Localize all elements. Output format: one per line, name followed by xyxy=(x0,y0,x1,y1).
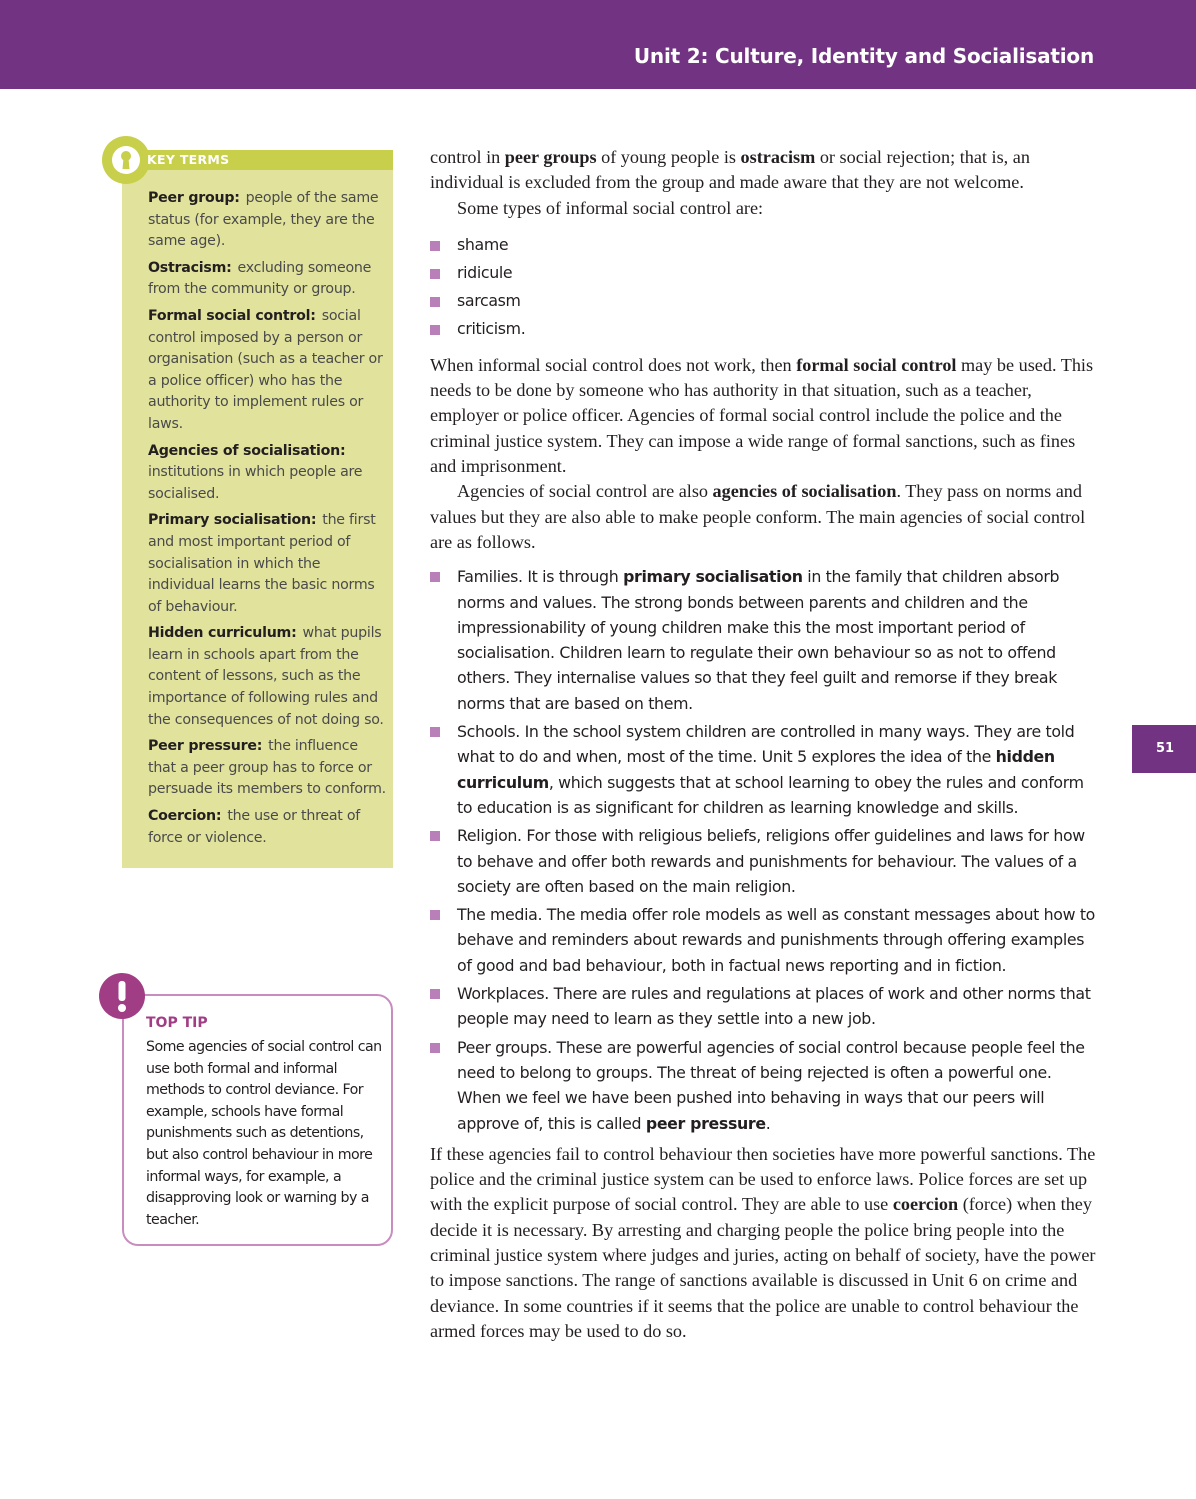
key-term: Ostracism: xyxy=(148,259,232,276)
key-term-entry xyxy=(148,510,386,618)
keyhole-icon xyxy=(102,136,150,184)
square-bullet-icon xyxy=(430,989,440,999)
key-term: Coercion: xyxy=(148,808,222,825)
body-paragraph: Some types of informal social control are: xyxy=(457,197,764,218)
key-term: Peer pressure: xyxy=(148,738,263,755)
key-term-entry xyxy=(148,188,386,253)
bold-term: primary socialisation xyxy=(623,567,803,587)
list-item-text: Workplaces. There are rules and regulations at places of work and other norms that people may need to learn as they settle into a new job. xyxy=(457,984,1091,1029)
square-bullet-icon xyxy=(430,297,440,307)
agencies-list xyxy=(430,564,1096,1136)
key-terms-list xyxy=(148,188,386,854)
bold-term: coercion xyxy=(892,1194,959,1215)
list-item xyxy=(430,719,1096,820)
text-run: . xyxy=(765,1113,771,1133)
list-item xyxy=(430,259,1096,287)
text-run: in the family that children absorb norms and values. The strong bonds between parents and children and the impressionability of young children make this the most important period of socialisation. Children learn to regulate their own behaviour so as not to offend others. They internalise values so that they feel guilt and remorse if they break norms that are based on them. xyxy=(457,567,1060,713)
key-term-entry xyxy=(148,441,386,506)
text-run: control in xyxy=(430,147,505,167)
key-terms-box xyxy=(122,150,393,868)
key-term: Peer group: xyxy=(148,190,240,206)
list-item xyxy=(430,564,1096,716)
key-term-definition: the influence that a peer group has to force or persuade its members to conform. xyxy=(148,738,386,798)
text-run: Agencies of social control are also xyxy=(457,481,713,502)
key-term-definition: people of the same status (for example, they are the same age). xyxy=(148,190,379,250)
key-term-definition: social control imposed by a person or organisation (such as a teacher or a police officer) who has the authority to implement rules or laws. xyxy=(148,307,383,432)
text-run: (force) when they decide it is necessary. By arresting and charging people the police bring people into the criminal justice system where judges and juries, acting on behalf of society, have the power to impose sanctions. The range of sanctions available is discussed in Unit 6 on crime and deviance. In some countries if it seems that the police are unable to control behaviour the armed forces may be used to do so. xyxy=(430,1194,1096,1341)
bold-term: ostracism xyxy=(740,147,816,167)
square-bullet-icon xyxy=(430,727,440,737)
key-term-definition: institutions in which people are socialised. xyxy=(148,464,363,502)
text-run: , which suggests that at school learning to obey the rules and conform to education is as significant for children as learning knowledge and skills. xyxy=(457,772,1084,817)
text-run: . They pass on norms and values but they are also able to make people conform. The main agencies of social control are as follows. xyxy=(430,481,1086,552)
text-run: of young people is xyxy=(596,147,741,167)
unit-title: Unit 2: Culture, Identity and Socialisation xyxy=(633,44,1094,68)
list-item-text: criticism. xyxy=(457,318,526,338)
list-item-text: The media. The media offer role models as well as constant messages about how to behave and reminders about rewards and punishments through offering examples of good and bad behaviour, both in factual news reporting and in fiction. xyxy=(457,905,1095,975)
key-term: Agencies of socialisation: xyxy=(148,442,346,459)
square-bullet-icon xyxy=(430,831,440,841)
top-tip-title: TOP TIP xyxy=(146,1015,208,1031)
key-term-definition: the use or threat of force or violence. xyxy=(148,808,361,846)
key-term: Primary socialisation: xyxy=(148,512,317,529)
text-run: may be used. This needs to be done by someone who has authority in that situation, such as a teacher, employer or police officer. Agencies of formal social control include the police and the criminal justice system. They can impose a wide range of formal sanctions, such as fines and imprisonment. xyxy=(430,354,1094,477)
page-number: 51 xyxy=(1132,725,1196,773)
square-bullet-icon xyxy=(430,572,440,582)
square-bullet-icon xyxy=(430,241,440,251)
bold-term: agencies of socialisation xyxy=(712,481,897,502)
list-item xyxy=(430,315,1096,343)
key-term-definition: excluding someone from the community or group. xyxy=(148,259,372,298)
list-item xyxy=(430,902,1096,978)
exclamation-icon xyxy=(99,973,145,1019)
key-term: Formal social control: xyxy=(148,307,316,324)
body-paragraph xyxy=(430,479,1096,555)
list-item-text: Religion. For those with religious beliefs, religions offer guidelines and laws for how to behave and offer both rewards and punishments for behaviour. The values of a society are often based on the main religion. xyxy=(457,826,1085,896)
informal-control-list xyxy=(430,231,1096,343)
text-run: Peer groups. These are powerful agencies of social control because people feel the need to belong to groups. The threat of being rejected is often a powerful one. When we feel we have been pushed into behaving in ways that our peers will approve of, this is called xyxy=(457,1037,1085,1133)
list-item xyxy=(430,287,1096,315)
list-item-text: shame xyxy=(457,234,509,254)
text-run: Families. It is through xyxy=(457,567,624,587)
key-term-entry xyxy=(148,736,386,801)
body-paragraph xyxy=(430,1142,1096,1344)
list-item-text: ridicule xyxy=(457,262,513,282)
text-run: Schools. In the school system children are controlled in many ways. They are told what to do and when, most of the time. Unit 5 explores the idea of the xyxy=(457,722,1075,767)
key-term-entry xyxy=(148,623,386,731)
text-run: If these agencies fail to control behaviour then societies have more powerful sanctions. The police and the criminal justice system can be used to enforce laws. Police forces are set up with the explicit purpose of social control. They are able to use xyxy=(430,1143,1096,1215)
key-term: Hidden curriculum: xyxy=(148,625,297,642)
key-term-definition: what pupils learn in schools apart from the content of lessons, such as the importance of following rules and the consequences of not doing so. xyxy=(148,625,384,728)
square-bullet-icon xyxy=(430,269,440,279)
top-tip-text: Some agencies of social control can use both formal and informal methods to control deviance. For example, schools have formal punishments such as detentions, but also control behaviour in more informal ways, for example, a disapproving look or warning by a teacher. xyxy=(146,1039,382,1228)
body-paragraph xyxy=(430,353,1096,479)
key-term-definition: the first and most important period of socialisation in which the individual learns the basic norms of behaviour. xyxy=(148,512,376,615)
bold-term: formal social control xyxy=(796,354,957,375)
square-bullet-icon xyxy=(430,1043,440,1053)
list-item-text: sarcasm xyxy=(457,290,521,310)
bold-term: hidden curriculum xyxy=(457,747,1055,792)
list-item xyxy=(430,981,1096,1032)
square-bullet-icon xyxy=(430,325,440,335)
key-term-entry xyxy=(148,258,386,301)
list-item xyxy=(430,823,1096,899)
list-item xyxy=(430,1035,1096,1136)
square-bullet-icon xyxy=(430,910,440,920)
text-run: or social rejection; that is, an individual is excluded from the group and made aware that they are not welcome. xyxy=(430,147,1030,193)
key-terms-title: KEY TERMS xyxy=(147,152,230,167)
key-term-entry xyxy=(148,806,386,849)
bold-term: peer groups xyxy=(504,147,597,167)
main-text-column xyxy=(430,145,1096,1344)
key-term-entry xyxy=(148,306,386,436)
list-item xyxy=(430,231,1096,259)
bold-term: peer pressure xyxy=(645,1113,766,1133)
body-paragraph xyxy=(430,145,1096,196)
text-run: When informal social control does not work, then xyxy=(430,354,797,375)
